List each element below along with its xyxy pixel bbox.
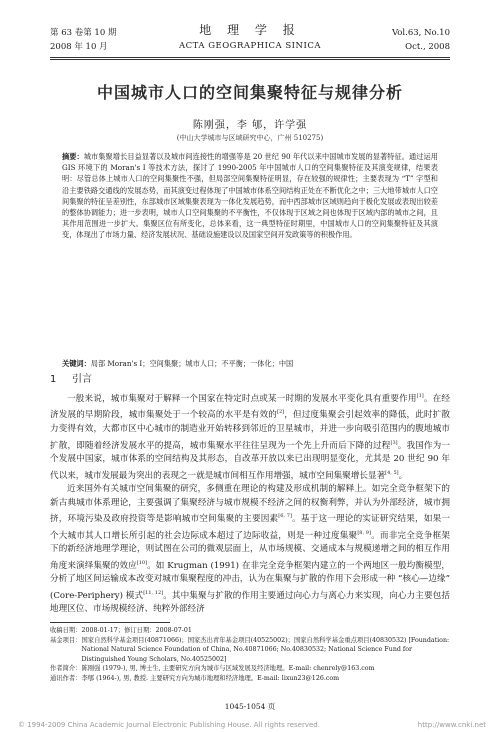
text-run: 。而非完全竞争框架下的新经济地理学理论，则试图在公司的微观层面上，从市场规模、交通成本与规模递增之间的相互作用角度来演绎集聚的效应 [50, 530, 450, 571]
header-rule-bottom [50, 59, 450, 60]
copyright-notice: © 1994-2009 China Academic Journal Electronic Publishing House. All rights reserved. [18, 721, 320, 729]
footnote-value: 2008-01-17；修订日期：2008-07-01 [81, 627, 192, 634]
text-run: 。其中集聚与扩散的作用主要通过向心力与离心力来实现，向心力主要包括地理区位、市场规模经济、纯粹外部经济 [50, 590, 450, 615]
footnote-label: 收稿日期： [50, 627, 82, 634]
footnote-value: 国家自然科学基金项目(40871066)；国家杰出青年基金项目(40525002)；国家自然科学基金重点项目(40830532) [Foundation: National Natural Science Foundation of China, No.40871066; No.40830532; National Science Fund for Distinguished Young Scholars, No.40525002] [81, 636, 450, 663]
section-title: 引言 [72, 374, 92, 385]
header-rule-top [50, 57, 450, 58]
footnote-fund [50, 636, 450, 665]
section-heading [50, 370, 92, 385]
citation: [6, 7] [278, 513, 292, 520]
citation: [8, 9] [357, 529, 371, 536]
footnote-value: 陈刚强 (1979-), 男, 博士生, 主要研究方向为城市与区域发展及经济地理。E-mail: chenrely@163.com [81, 665, 375, 673]
footnote-rule [50, 622, 170, 623]
citation: [11, 12] [143, 589, 164, 596]
volume-issue: 第 63 卷第 10 期 [50, 28, 117, 38]
footnote-label: 作者简介： [50, 665, 82, 673]
footnote-received [50, 626, 450, 636]
cnki-link[interactable]: http://www.cnki.net [417, 721, 486, 729]
citation: [10] [136, 559, 148, 566]
header-right [392, 26, 450, 54]
footnote-label: 基金项目： [50, 636, 82, 644]
footnote-label: 通讯作者： [50, 674, 82, 682]
keywords-label: 关键词： [62, 359, 91, 368]
citation: [3] [390, 439, 398, 446]
text-run: 近来国外有关城市空间集聚的研究，多侧重在理论的构建及形成机制的解释上。如完全竞争框架下的新古典城市体系理论，主要强调了集聚经济与城市规模不经济之间的权衡利弊，并认为外部经济，城市拥挤，环境污染及政府投资等是影响城市空间集聚的主要因素 [50, 484, 450, 525]
text-run: 。基于这一理论的实证研究结果，如果一个大城市其人口增长所引起的社会边际成本超过了边际收益，则是一种过度集聚 [50, 514, 450, 541]
article-affiliation: (中山大学城市与区域研究中心，广州 510275) [176, 134, 324, 142]
article-title: 中国城市人口的空间集聚特征与规律分析 [96, 83, 403, 102]
text-run: ，但过度集聚会引起效率的降低，此时扩散力变得有效，大都市区中心城市的制造业开始转移到邻近的卫星城市，并进一步向吸引范围内的腹地城市扩散，即随着经济发展水平的提高，城市集聚水平往往呈现为一个先上升而后下降的过程 [50, 410, 450, 451]
publish-date-en: Oct., 2008 [405, 42, 450, 52]
text-run: 一般来说，城市集聚对于解释一个国家在特定时点或某一时期的发展水平变化具有重要作用 [67, 393, 417, 404]
abstract-label: 摘要： [62, 152, 84, 161]
section-number: 1 [50, 374, 57, 385]
paragraph [50, 483, 450, 617]
paragraph [50, 390, 450, 483]
journal-name-cn: 地 理 学 报 [199, 23, 301, 37]
keywords-block [62, 358, 438, 369]
keywords-text: 局部 Moran's I；空间集聚；城市人口；不平衡；一体化；中国 [90, 359, 294, 368]
citation: [2] [277, 409, 285, 416]
header-left [50, 26, 116, 54]
text-run: 。 [398, 470, 408, 481]
publish-date: 2008 年 10 月 [50, 42, 108, 52]
text-run: 。在经济发展的早期阶段，城市集聚处于一个较高的水平是有效的 [50, 393, 450, 421]
citation: [4, 5] [385, 469, 399, 476]
article-authors: 陈刚强，李 郇，许学强 [192, 120, 308, 131]
body-text [50, 390, 450, 617]
citation: [1] [416, 393, 424, 399]
text-run: 。如 Krugman (1991) 在非完全竞争框架内建立的一个两地区一般均衡模型，分析了地区间运输成本改变对城市集聚程度的冲击，认为在集聚与扩散的作用下会形成一种 “核心—边缘” (Core-Periphery) 模式 [50, 560, 450, 601]
abstract-block [62, 151, 438, 241]
page-range: 1045-1054 页 [224, 702, 276, 711]
footnotes [50, 626, 450, 684]
header-center [150, 22, 350, 53]
abstract-text: 城市集聚增长目益显著以及城市间连接性的增强等是 20 世纪 90 年代以来中国城市发展的显著特征。通过运用 GIS 环境下的 Moran's I 等技术方法，探讨了 1990-2005 年中国城市人口的空间集聚特征及其演变规律，结果表明：尽管总体上城市人口的空间集聚性不强，但局部空间集聚特征明显，存在较强的规律性；主要表现为 “T” 字型和沿主要铁路交通线的发展态势，而其演变过程体现了中国城市体系空间结构正处在不断优化之中；三大地带城市人口空间集聚的特征呈差别性，东部城市区域集聚表现为一体化发展趋势，而中西部城市区域则趋向于极化发展或表现出较差的整体协调能力；进一步表明，城市人口空间集聚的不平衡性，不仅体现于区域之间也体现于区域内部的城市之间，且其作用范围进一步扩大。集聚区位有所变化，总体来看，这一典型特征时期里，中国城市人口的空间集聚特征及其演变，体现出了市场力量、经济发展状况、基础设施建设以及国家空间开发政策等的积极作用。 [62, 152, 438, 240]
volume-issue-en: Vol.63, No.10 [391, 28, 450, 38]
text-run: 。我国作为一个发展中国家，城市体系的空间结构及其形态，自改革开放以来已出现明显变化，尤其是 20 世纪 90 年代以来，城市发展最为突出的表现之一就是城市间相互作用增强，城市空间集聚增长显著 [50, 440, 450, 481]
journal-name-en: ACTA GEOGRAPHICA SINICA [179, 41, 321, 51]
footnote-author [50, 664, 450, 674]
footnote-value: 李郇 (1964-), 男, 教授. 主要研究方向为城市地理和经济地理。E-mail: lixun23@126.com [81, 674, 340, 682]
footnote-corresponding [50, 674, 450, 684]
